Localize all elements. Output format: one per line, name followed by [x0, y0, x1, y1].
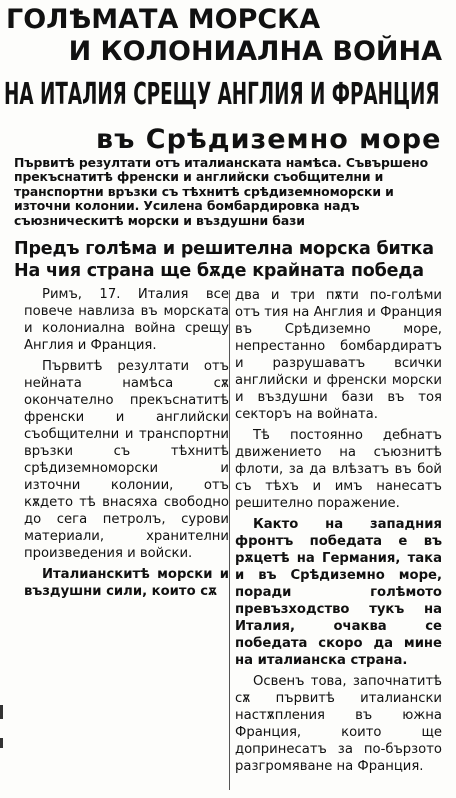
body-paragraph: два и три пѫти по-голѣми отъ тия на Англия и Франция въ Срѣдиземно море, непрестанно бомбардиратъ и разрушаватъ всички английски и френски морски и въздушни бази въ тоя секторъ на войната. [235, 288, 442, 422]
headline-line-4: въ Срѣдиземно море [96, 124, 442, 155]
body-column-right [235, 287, 442, 775]
scan-edge-mark [0, 705, 3, 719]
headline-line-2: И КОЛОНИАЛНА ВОЙНА [68, 36, 442, 67]
scan-edge-mark [0, 738, 3, 748]
body-column-left [24, 286, 229, 600]
body-paragraph: Тѣ постоянно дебнатъ движението на съюзнитѣ флоти, за да влѣзатъ въ бой съ тѣхъ и имъ нанесатъ решително поражение. [235, 428, 442, 511]
lead-summary: Първитѣ резултати отъ италианската намѣса. Съвършено прекъснатитѣ френски и английски съобщителни и транспортни връзки съ тѣхнитѣ срѣдиземноморски и източни колонии. Усилена бомбардировка надъ съюзническитѣ морски и въздушни бази [14, 155, 428, 228]
body-paragraph: Първитѣ резултати отъ нейната намѣса сѫ окончателно прекъснатитѣ френски и английски съобщителни и транспортни връзки съ тѣхнитѣ срѣдиземноморски и източни колонии, отъ кѫдето тѣ внасяха свободно до сега петролъ, сурови материали, хранителни произведения и войски. [24, 359, 229, 561]
subheadline-line-2: На чия страна ще бѫде крайната победа [14, 261, 424, 281]
body-paragraph: Освенъ това, започнатитѣ сѫ първитѣ италиански настѫпления въ южна Франция, които ще допринесатъ за по-бързото разгромяване на Франция. [235, 674, 442, 774]
subheadline-line-1: Предъ голѣма и решителна морска битка [14, 239, 434, 259]
body-paragraph: Римъ, 17. Италия все повече навлиза въ морската и колониална война срещу Англия и Франция. [24, 287, 229, 353]
body-paragraph: Както на западния фронтъ победата е въ рѫцетѣ на Германия, така и въ Срѣдиземно море, поради голѣмото превъзходство тукъ на Италия, очаква се победата скоро да мине на италианска страна. [235, 517, 442, 668]
column-divider [229, 290, 230, 790]
headline-line-1: ГОЛѢМАТА МОРСКА [6, 4, 321, 35]
body-paragraph: Италианскитѣ морски и въздушни сили, които сѫ [24, 567, 229, 599]
subheadline [14, 238, 454, 282]
headline-line-3: НА ИТАЛИЯ СРЕЩУ АНГЛИЯ И ФРАНЦИЯ [4, 77, 440, 112]
